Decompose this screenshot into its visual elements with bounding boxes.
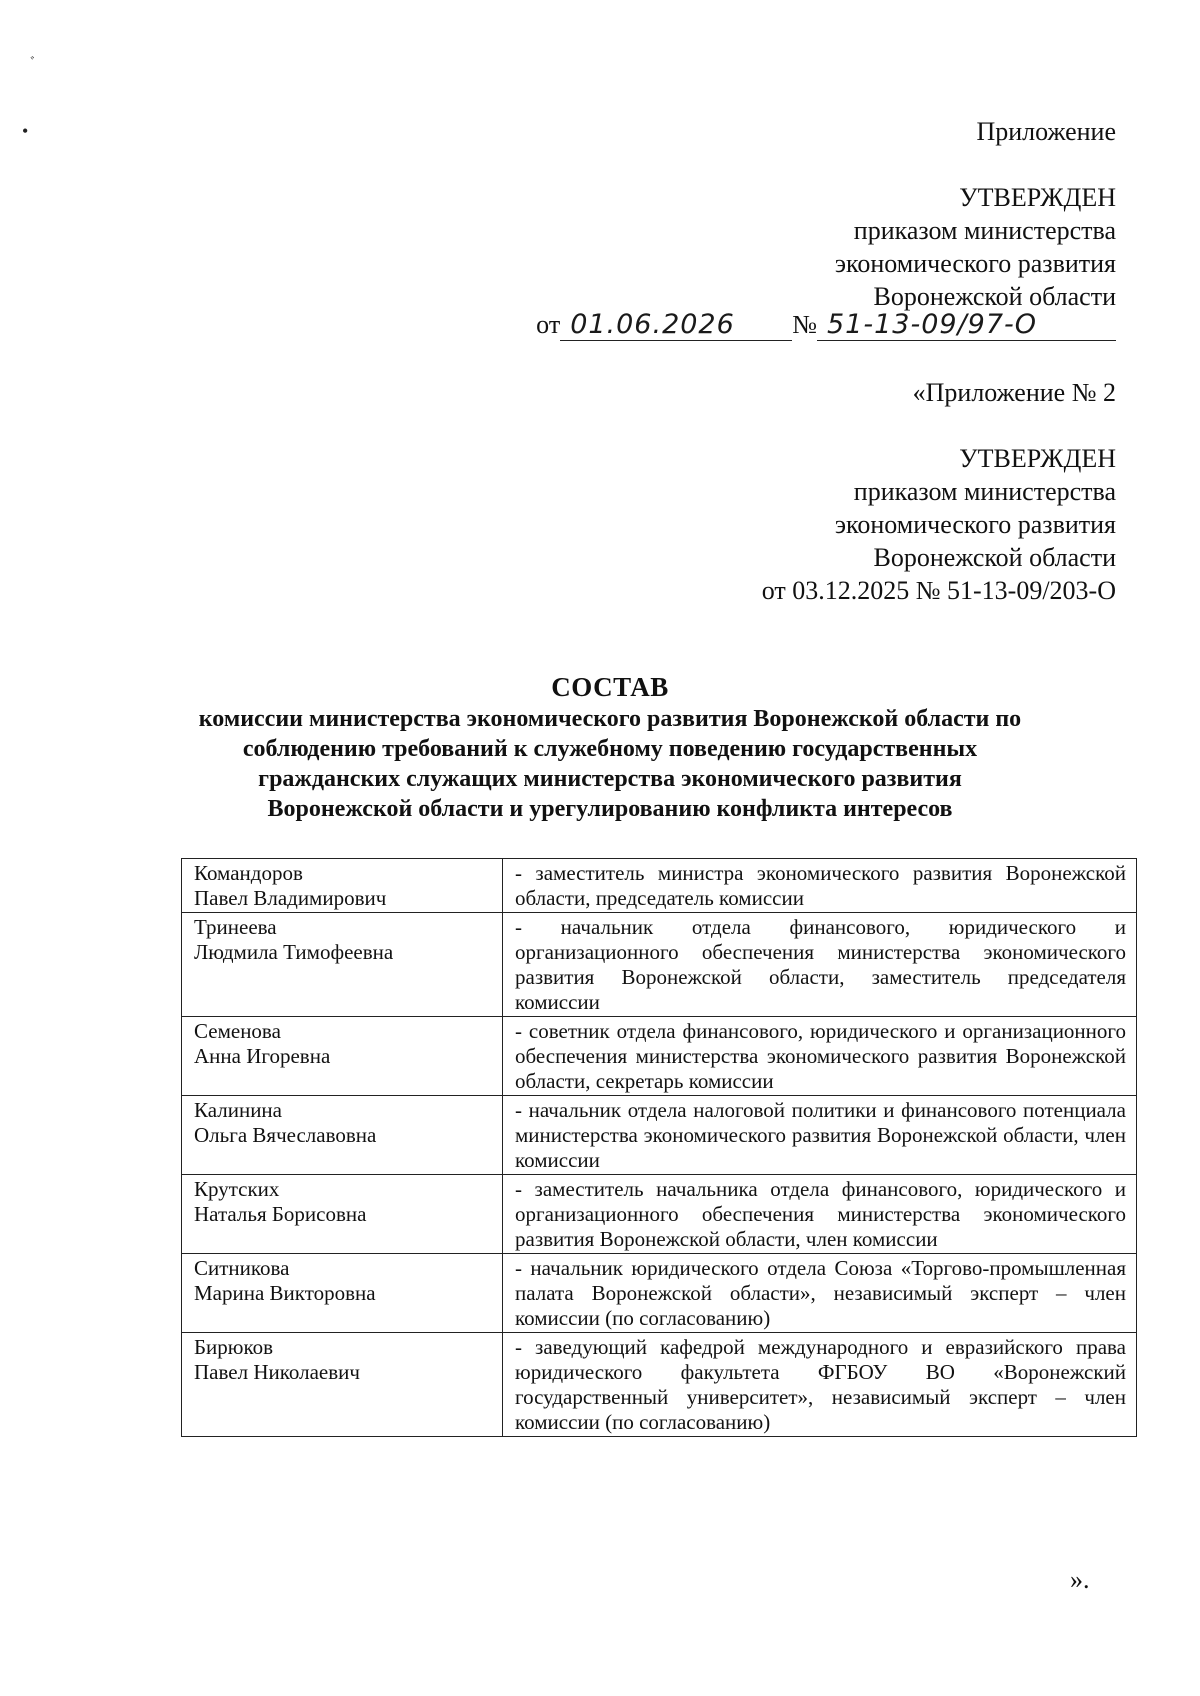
member-given-name: Ольга Вячеславовна xyxy=(194,1123,377,1147)
document-title xyxy=(180,670,1040,824)
closing-quote-mark: ». xyxy=(1070,1565,1090,1594)
member-surname: Ситникова xyxy=(194,1256,290,1280)
title-main: СОСТАВ xyxy=(551,672,669,702)
member-role-cell: - начальник юридического отдела Союза «Торгово-промышленная палата Воронежской области», независимый эксперт – член комиссии (по согласованию) xyxy=(503,1254,1137,1333)
order-prefix: от xyxy=(536,310,561,339)
approval-line: Воронежской области xyxy=(873,282,1116,311)
member-surname: Семенова xyxy=(194,1019,281,1043)
member-role-cell: - заведующий кафедрой международного и евразийского права юридического факультета ФГБОУ ВО «Воронежский государственный университет», независимый эксперт – член комиссии (по согласованию) xyxy=(503,1333,1137,1437)
member-given-name: Павел Николаевич xyxy=(194,1360,360,1384)
scan-speck: • xyxy=(22,121,29,141)
commission-members-table xyxy=(181,858,1137,1437)
approval-line: экономического развития xyxy=(834,249,1116,278)
table-row xyxy=(182,859,1137,913)
member-role-cell: - советник отдела финансового, юридического и организационного обеспечения министерства экономического развития Воронежской области, секретарь комиссии xyxy=(503,1017,1137,1096)
approval-block xyxy=(216,115,1116,313)
order-reference xyxy=(536,308,1116,341)
member-role-cell: - начальник отдела финансового, юридического и организационного обеспечения министерства экономического развития Воронежской области, заместитель председателя комиссии xyxy=(503,913,1137,1017)
member-surname: Крутских xyxy=(194,1177,280,1201)
table-row xyxy=(182,913,1137,1017)
member-name-cell xyxy=(182,1333,503,1437)
member-given-name: Марина Викторовна xyxy=(194,1281,376,1305)
order-number-handwritten: 51-13-09/97-О xyxy=(817,310,1116,341)
member-surname: Калинина xyxy=(194,1098,282,1122)
member-name-cell xyxy=(182,913,503,1017)
member-name-cell xyxy=(182,1175,503,1254)
member-given-name: Павел Владимирович xyxy=(194,886,387,910)
member-name-cell xyxy=(182,1017,503,1096)
member-surname: Бирюков xyxy=(194,1335,274,1359)
table-row xyxy=(182,1175,1137,1254)
table-row xyxy=(182,1333,1137,1437)
member-given-name: Людмила Тимофеевна xyxy=(194,940,394,964)
previous-appendix-label: «Приложение № 2 xyxy=(912,378,1116,407)
member-role-cell: - заместитель начальника отдела финансового, юридического и организационного обеспечения министерства экономического развития Воронежской области, член комиссии xyxy=(503,1175,1137,1254)
member-role-cell: - заместитель министра экономического развития Воронежской области, председатель комиссии xyxy=(503,859,1137,913)
table-row xyxy=(182,1254,1137,1333)
table-row xyxy=(182,1017,1137,1096)
scan-speck: ﾞ xyxy=(30,57,37,72)
approval-line: приказом министерства xyxy=(853,216,1116,245)
member-surname: Тринеева xyxy=(194,915,277,939)
order-date-handwritten: 01.06.2026 xyxy=(560,310,792,341)
title-line: Воронежской области и урегулированию конфликта интересов xyxy=(267,796,953,822)
member-name-cell xyxy=(182,1096,503,1175)
title-line: соблюдению требований к служебному поведению государственных xyxy=(242,736,978,762)
title-line: комиссии министерства экономического развития Воронежской области по xyxy=(198,706,1022,732)
approval-line: экономического развития xyxy=(834,510,1116,539)
approved-label: УТВЕРЖДЕН xyxy=(959,183,1116,212)
member-name-cell xyxy=(182,1254,503,1333)
table-row xyxy=(182,1096,1137,1175)
approval-line: приказом министерства xyxy=(853,477,1116,506)
title-line: гражданских служащих министерства экономического развития xyxy=(258,766,962,792)
approval-line: Воронежской области xyxy=(873,543,1116,572)
member-name-cell xyxy=(182,859,503,913)
previous-order-reference: от 03.12.2025 № 51-13-09/203-О xyxy=(761,576,1116,605)
previous-approval-block xyxy=(216,376,1116,607)
member-role-cell: - начальник отдела налоговой политики и финансового потенциала министерства экономического развития Воронежской области, член комиссии xyxy=(503,1096,1137,1175)
member-given-name: Анна Игоревна xyxy=(194,1044,331,1068)
previous-approved-label: УТВЕРЖДЕН xyxy=(959,444,1116,473)
order-number-label: № xyxy=(792,310,817,339)
appendix-label: Приложение xyxy=(976,117,1116,146)
member-given-name: Наталья Борисовна xyxy=(194,1202,367,1226)
member-surname: Командоров xyxy=(194,861,303,885)
